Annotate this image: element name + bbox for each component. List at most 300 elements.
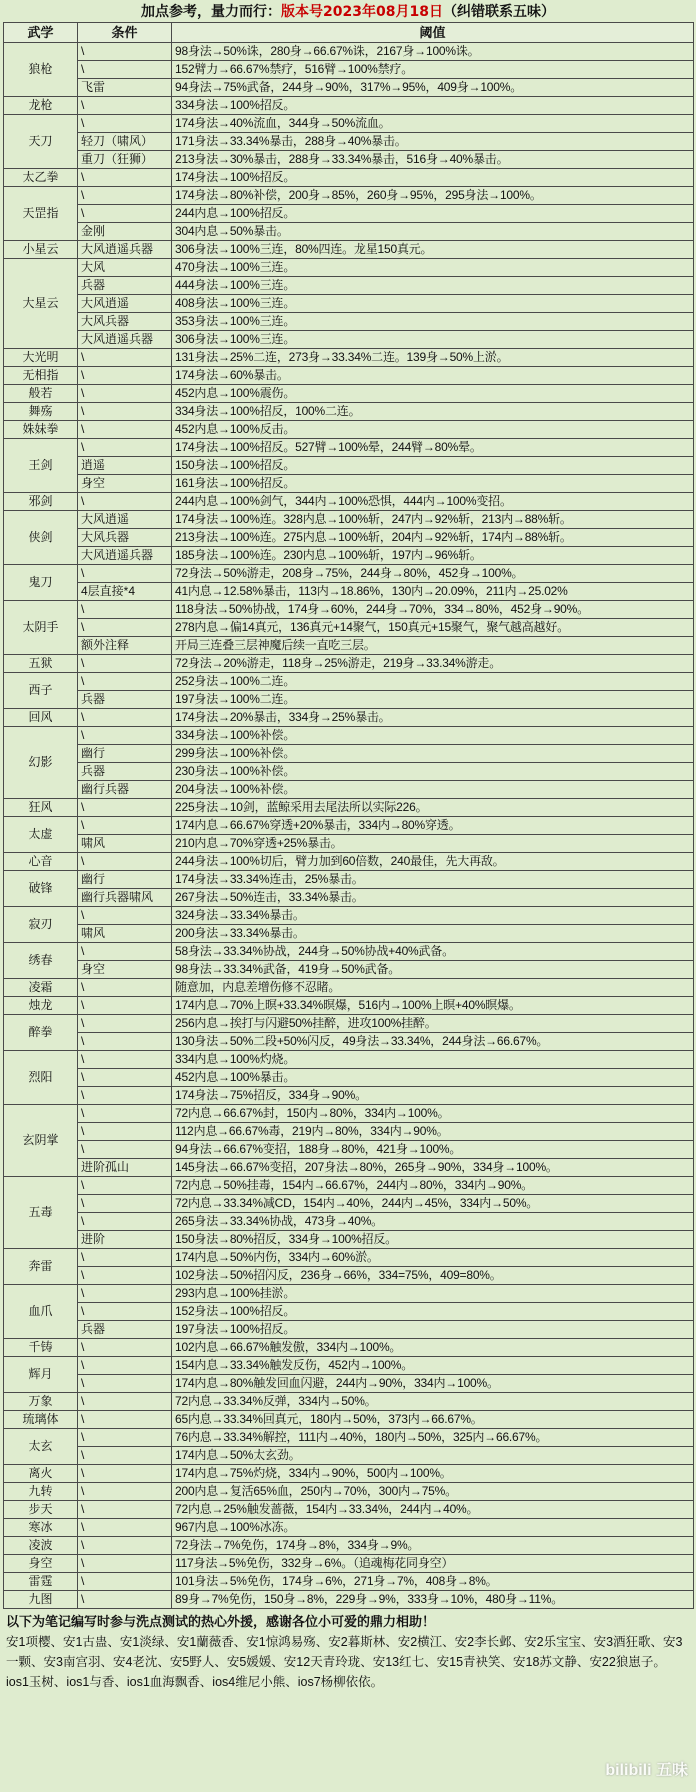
condition-cell: 兵器 [78,763,172,781]
watermark-logo: bilibili 五味 [605,1757,688,1780]
condition-cell: 大风 [78,259,172,277]
threshold-cell: 118身法→50%协战，174身→60%，244身→70%，334→80%，452身→90%。 [172,601,694,619]
threshold-cell: 102身法→50%招闪反，236身→66%，334=75%，409=80%。 [172,1267,694,1285]
skill-name: 五狱 [4,655,78,673]
threshold-cell: 94身法→75%武备，244身→90%，317%→95%，409身→100%。 [172,79,694,97]
condition-cell: 4层直接*4 [78,583,172,601]
condition-cell: \ [78,61,172,79]
skill-name: 玄阴掌 [4,1105,78,1177]
threshold-cell: 112内息→66.67%毒，219内→80%，334内→90%。 [172,1123,694,1141]
condition-cell: \ [78,1375,172,1393]
threshold-cell: 72内息→66.67%封，150内→80%，334内→100%。 [172,1105,694,1123]
table-row [4,745,694,763]
threshold-cell: 306身法→100%三连。 [172,331,694,349]
table-row [4,511,694,529]
table-row [4,457,694,475]
table-row [4,187,694,205]
skill-name: 琉璃体 [4,1411,78,1429]
table-row [4,529,694,547]
skill-name: 离火 [4,1465,78,1483]
skill-name: 回风 [4,709,78,727]
table-row [4,1483,694,1501]
table-row [4,97,694,115]
table-row [4,79,694,97]
table-row [4,421,694,439]
threshold-cell: 154内息→33.34%触发反伤，452内→100%。 [172,1357,694,1375]
table-row [4,1069,694,1087]
condition-cell: \ [78,727,172,745]
condition-cell: \ [78,907,172,925]
table-row [4,151,694,169]
threshold-cell: 174内息→66.67%穿透+20%暴击，334内→80%穿透。 [172,817,694,835]
threshold-cell: 152身法→100%招反。 [172,1303,694,1321]
threshold-cell: 174内息→50%太玄劲。 [172,1447,694,1465]
header-skill: 武学 [4,23,78,43]
condition-cell: \ [78,853,172,871]
condition-cell: \ [78,1285,172,1303]
condition-cell: \ [78,349,172,367]
table-row [4,673,694,691]
threshold-cell: 174内息→70%上暝+33.34%暝爆，516内→100%上暝+40%暝爆。 [172,997,694,1015]
condition-cell: \ [78,1411,172,1429]
threshold-cell: 174身法→75%招反，334身→90%。 [172,1087,694,1105]
condition-cell: \ [78,493,172,511]
threshold-cell: 244内息→100%招反。 [172,205,694,223]
condition-cell: \ [78,403,172,421]
condition-cell: \ [78,169,172,187]
skill-name: 天刀 [4,115,78,169]
table-row [4,709,694,727]
threshold-cell: 334内息→100%灼烧。 [172,1051,694,1069]
threshold-cell: 150身法→100%招反。 [172,457,694,475]
threshold-cell: 200内息→复活65%血，250内→70%，300内→75%。 [172,1483,694,1501]
condition-cell: \ [78,385,172,403]
table-row [4,1555,694,1573]
threshold-cell: 152臂力→66.67%禁疗，516臂→100%禁疗。 [172,61,694,79]
condition-cell: 大风逍遥兵器 [78,241,172,259]
skill-name: 烈阳 [4,1051,78,1105]
table-row [4,583,694,601]
table-row [4,1159,694,1177]
skill-name: 太虚 [4,817,78,853]
table-row [4,601,694,619]
threshold-cell: 306身法→100%三连，80%四连。龙星150真元。 [172,241,694,259]
table-row [4,61,694,79]
threshold-cell: 185身法→100%连。230内息→100%斩，197内→96%斩。 [172,547,694,565]
threshold-cell: 334身法→100%招反，100%二连。 [172,403,694,421]
threshold-cell: 41内息→12.58%暴击，113内→18.86%，130内→20.09%，211内→25.02% [172,583,694,601]
table-row [4,979,694,997]
table-row [4,1249,694,1267]
table-row [4,1267,694,1285]
table-row [4,1195,694,1213]
threshold-cell: 213身法→30%暴击，288身→33.34%暴击，516身→40%暴击。 [172,151,694,169]
skill-name: 九图 [4,1591,78,1609]
threshold-cell: 72内息→50%挂毒，154内→66.67%，244内→80%，334内→90%。 [172,1177,694,1195]
skill-name: 般若 [4,385,78,403]
skill-name: 太玄 [4,1429,78,1465]
condition-cell: \ [78,115,172,133]
threshold-cell: 94身法→66.67%变招，188身→80%，421身→100%。 [172,1141,694,1159]
table-row [4,925,694,943]
condition-cell: \ [78,619,172,637]
credits-line: 安1项樱、安1古蛊、安1淡绿、安1蘭薇香、安1惊鸿易殇、安2暮斯林、安2横江、安2李长邺、安2乐宝宝、安3酒狂歌、安3一颗、安3南宫羽、安4老沈、安5野人、安5媛媛、安12天青玲珑、安13红七、安15青袂笑、安18苏文静、安22狼崽子。 [6,1632,691,1672]
table-row [4,331,694,349]
condition-cell: \ [78,1105,172,1123]
condition-cell: \ [78,997,172,1015]
threshold-cell: 244身法→100%切后，臂力加到60倍数，240最佳，先大再敌。 [172,853,694,871]
condition-cell: \ [78,1015,172,1033]
table-row [4,763,694,781]
skill-name: 寂刃 [4,907,78,943]
condition-cell: 进阶 [78,1231,172,1249]
table-row [4,295,694,313]
threshold-cell: 210内息→70%穿透+25%暴击。 [172,835,694,853]
skill-name: 雷霆 [4,1573,78,1591]
condition-cell: \ [78,1249,172,1267]
condition-cell: \ [78,565,172,583]
table-row [4,1105,694,1123]
threshold-cell: 452内息→100%暴击。 [172,1069,694,1087]
skill-name: 龙枪 [4,97,78,115]
condition-cell: \ [78,817,172,835]
condition-cell: 大风逍遥兵器 [78,331,172,349]
table-row [4,1537,694,1555]
condition-cell: \ [78,1429,172,1447]
table-row [4,493,694,511]
table-body [4,43,694,1609]
condition-cell: 重刀（狂狮） [78,151,172,169]
skill-name: 奔雷 [4,1249,78,1285]
condition-cell: 兵器 [78,277,172,295]
table-row [4,871,694,889]
threshold-cell: 200身法→33.34%暴击。 [172,925,694,943]
condition-cell: 大风兵器 [78,529,172,547]
condition-cell: \ [78,1591,172,1609]
skill-name: 血爪 [4,1285,78,1339]
condition-cell: 幽行 [78,871,172,889]
threshold-cell: 72身法→20%游走，118身→25%游走，219身→33.34%游走。 [172,655,694,673]
threshold-cell: 174内息→80%触发回血闪避，244内→90%，334内→100%。 [172,1375,694,1393]
condition-cell: \ [78,439,172,457]
table-row [4,655,694,673]
threshold-cell: 278内息→偏14真元，136真元+14聚气，150真元+15聚气，聚气越高越好。 [172,619,694,637]
threshold-cell: 72内息→33.34%减CD，154内→40%，244内→45%，334内→50%。 [172,1195,694,1213]
condition-cell: 啸风 [78,925,172,943]
skill-name: 辉月 [4,1357,78,1393]
threshold-cell: 72身法→7%免伤，174身→8%，334身→9%。 [172,1537,694,1555]
threshold-cell: 252身法→100%二连。 [172,673,694,691]
threshold-cell: 197身法→100%招反。 [172,1321,694,1339]
condition-cell: 啸风 [78,835,172,853]
condition-cell: 飞雷 [78,79,172,97]
table-row [4,691,694,709]
threshold-cell: 230身法→100%补偿。 [172,763,694,781]
skill-name: 太乙拳 [4,169,78,187]
table-row [4,637,694,655]
table-row [4,907,694,925]
condition-cell: \ [78,1267,172,1285]
credits-line: ios1玉树、ios1与香、ios1血海飘香、ios4维尼小熊、ios7杨柳依依。 [6,1672,691,1692]
table-row [4,349,694,367]
condition-cell: \ [78,601,172,619]
condition-cell: 幽行兵器啸风 [78,889,172,907]
threshold-cell: 304内息→50%暴击。 [172,223,694,241]
threshold-cell: 452内息→100%反击。 [172,421,694,439]
skill-name: 九转 [4,1483,78,1501]
threshold-cell: 174身法→80%补偿，200身→85%，260身→95%，295身法→100%。 [172,187,694,205]
credits-title: 以下为笔记编写时参与洗点测试的热心外援，感谢各位小可爱的鼎力相助！ [6,1612,691,1632]
condition-cell: \ [78,1537,172,1555]
skill-name: 舞殇 [4,403,78,421]
skill-name: 万象 [4,1393,78,1411]
threshold-cell: 204身法→100%补偿。 [172,781,694,799]
table-row [4,385,694,403]
threshold-cell: 130身法→50%二段+50%闪反，49身法→33.34%，244身法→66.67%。 [172,1033,694,1051]
condition-cell: \ [78,943,172,961]
table-row [4,43,694,61]
table-row [4,1411,694,1429]
threshold-cell: 174身法→40%流血，344身→50%流血。 [172,115,694,133]
condition-cell: \ [78,1303,172,1321]
table-row [4,1231,694,1249]
table-row [4,223,694,241]
condition-cell: \ [78,1501,172,1519]
skill-name: 凌霜 [4,979,78,997]
table-row [4,1339,694,1357]
table-row [4,1123,694,1141]
banner-prefix: 加点参考，量力而行： [141,4,281,20]
skill-name: 烛龙 [4,997,78,1015]
table-row [4,1447,694,1465]
threshold-cell: 267身法→50%连击，33.34%暴击。 [172,889,694,907]
threshold-cell: 470身法→100%三连。 [172,259,694,277]
skill-name: 王剑 [4,439,78,493]
condition-cell: \ [78,367,172,385]
threshold-cell: 174身法→100%招反。 [172,169,694,187]
table-row [4,565,694,583]
table-row [4,1087,694,1105]
skill-name: 身空 [4,1555,78,1573]
table-row [4,1393,694,1411]
threshold-cell: 174身法→60%暴击。 [172,367,694,385]
threshold-cell: 76内息→33.34%解控，111内→40%，180内→50%，325内→66.67%。 [172,1429,694,1447]
page [3,2,693,1692]
threshold-cell: 225身法→10剑，蓝鲸采用去尾法所以实际226。 [172,799,694,817]
skill-name: 破锋 [4,871,78,907]
threshold-cell: 98身法→50%诛，280身→66.67%诛，2167身→100%诛。 [172,43,694,61]
threshold-cell: 72身法→50%游走，208身→75%，244身→80%，452身→100%。 [172,565,694,583]
skill-name: 鬼刀 [4,565,78,601]
condition-cell: \ [78,1051,172,1069]
table-row [4,1177,694,1195]
condition-cell: \ [78,1465,172,1483]
table-row [4,1465,694,1483]
threshold-cell: 967内息→100%冰冻。 [172,1519,694,1537]
condition-cell: \ [78,1195,172,1213]
table-row [4,439,694,457]
condition-cell: \ [78,1555,172,1573]
table-row [4,961,694,979]
table-row [4,241,694,259]
condition-cell: 身空 [78,475,172,493]
threshold-cell: 444身法→100%三连。 [172,277,694,295]
table-row [4,889,694,907]
condition-cell: \ [78,1573,172,1591]
table-row [4,1591,694,1609]
skill-name: 姝妹拳 [4,421,78,439]
threshold-cell: 174身法→33.34%连击，25%暴击。 [172,871,694,889]
condition-cell: \ [78,655,172,673]
condition-cell: \ [78,1393,172,1411]
condition-cell: \ [78,1357,172,1375]
condition-cell: 幽行兵器 [78,781,172,799]
threshold-cell: 随意加，内息差增伤修不忍睹。 [172,979,694,997]
threshold-cell: 131身法→25%二连，273身→33.34%二连。139身→50%上淤。 [172,349,694,367]
skill-name: 幻影 [4,727,78,799]
header-threshold: 阈值 [172,23,694,43]
table-row [4,547,694,565]
table-row [4,817,694,835]
threshold-cell: 150身法→80%招反，334身→100%招反。 [172,1231,694,1249]
threshold-cell: 102内息→66.67%触发傲，334内→100%。 [172,1339,694,1357]
condition-cell: \ [78,97,172,115]
threshold-cell: 174身法→100%连。328内息→100%斩，247内→92%斩，213内→88%斩。 [172,511,694,529]
threshold-cell: 265身法→33.34%协战，473身→40%。 [172,1213,694,1231]
table-row [4,1321,694,1339]
condition-cell: 金刚 [78,223,172,241]
table-row [4,619,694,637]
table-row [4,853,694,871]
table-row [4,1285,694,1303]
threshold-cell: 174内息→50%内伤，334内→60%淤。 [172,1249,694,1267]
condition-cell: 身空 [78,961,172,979]
banner-version: 版本号2023年08月18日 [281,4,443,20]
table-row [4,403,694,421]
threshold-cell: 452内息→100%震伤。 [172,385,694,403]
threshold-cell: 334身法→100%招反。 [172,97,694,115]
condition-cell: \ [78,1069,172,1087]
condition-cell: 兵器 [78,691,172,709]
condition-cell: \ [78,1447,172,1465]
threshold-cell: 299身法→100%补偿。 [172,745,694,763]
threshold-cell: 174身法→20%暴击，334身→25%暴击。 [172,709,694,727]
table-row [4,205,694,223]
threshold-cell: 58身法→33.34%协战，244身→50%协战+40%武备。 [172,943,694,961]
skill-name: 邪剑 [4,493,78,511]
threshold-cell: 98身法→33.34%武备，419身→50%武备。 [172,961,694,979]
table-row [4,943,694,961]
skill-name: 小星云 [4,241,78,259]
threshold-cell: 72内息→33.34%反弹，334内→50%。 [172,1393,694,1411]
table-row [4,1375,694,1393]
table-row [4,1357,694,1375]
skill-name: 太阴手 [4,601,78,655]
condition-cell: \ [78,1123,172,1141]
condition-cell: 逍遥 [78,457,172,475]
condition-cell: 大风逍遥 [78,295,172,313]
skill-name: 步天 [4,1501,78,1519]
threshold-cell: 161身法→100%招反。 [172,475,694,493]
threshold-cell: 89身→7%免伤，150身→8%，229身→9%，333身→10%，480身→11%。 [172,1591,694,1609]
table-row [4,1303,694,1321]
skill-name: 西子 [4,673,78,709]
threshold-cell: 334身法→100%补偿。 [172,727,694,745]
condition-cell: \ [78,709,172,727]
condition-cell: 大风逍遥兵器 [78,547,172,565]
table-row [4,475,694,493]
condition-cell: \ [78,979,172,997]
condition-cell: 幽行 [78,745,172,763]
threshold-cell: 145身法→66.67%变招，207身法→80%，265身→90%，334身→100%。 [172,1159,694,1177]
table-row [4,367,694,385]
threshold-cell: 117身法→5%免伤，332身→6%。（追魂梅花同身空） [172,1555,694,1573]
threshold-cell: 408身法→100%三连。 [172,295,694,313]
condition-cell: \ [78,187,172,205]
condition-cell: \ [78,43,172,61]
threshold-cell: 353身法→100%三连。 [172,313,694,331]
threshold-cell: 101身法→5%免伤，174身→6%，271身→7%，408身→8%。 [172,1573,694,1591]
table-row [4,835,694,853]
skill-name: 天罡指 [4,187,78,241]
table-row [4,1501,694,1519]
table-row [4,997,694,1015]
condition-cell: \ [78,1177,172,1195]
condition-cell: \ [78,1033,172,1051]
skill-name: 侠剑 [4,511,78,565]
skill-name: 凌波 [4,1537,78,1555]
threshold-cell: 174内息→75%灼烧，334内→90%，500内→100%。 [172,1465,694,1483]
banner-suffix: （纠错联系五味） [443,4,555,20]
table-row [4,1213,694,1231]
table-row [4,1519,694,1537]
skill-name: 狂风 [4,799,78,817]
skill-name: 醉拳 [4,1015,78,1051]
threshold-cell: 72内息→25%触发蔷薇，154内→33.34%，244内→40%。 [172,1501,694,1519]
table-row [4,727,694,745]
threshold-cell: 324身法→33.34%暴击。 [172,907,694,925]
table-row [4,1573,694,1591]
skill-name: 绣春 [4,943,78,979]
condition-cell: \ [78,1339,172,1357]
skill-name: 无相指 [4,367,78,385]
skill-name: 五毒 [4,1177,78,1249]
skill-name: 心音 [4,853,78,871]
condition-cell: \ [78,421,172,439]
table-row [4,277,694,295]
skill-name: 千铸 [4,1339,78,1357]
table-row [4,1429,694,1447]
condition-cell: \ [78,1141,172,1159]
credits-section [3,1609,693,1692]
condition-cell: \ [78,205,172,223]
condition-cell: 进阶孤山 [78,1159,172,1177]
threshold-cell: 293内息→100%挂淤。 [172,1285,694,1303]
table-row [4,1033,694,1051]
threshold-cell: 171身法→33.34%暴击，288身→40%暴击。 [172,133,694,151]
threshold-cell: 65内息→33.34%回真元，180内→50%，373内→66.67%。 [172,1411,694,1429]
threshold-cell: 197身法→100%二连。 [172,691,694,709]
condition-cell: \ [78,1483,172,1501]
condition-cell: \ [78,673,172,691]
condition-cell: \ [78,1087,172,1105]
table-header-row [4,23,694,43]
condition-cell: \ [78,1213,172,1231]
condition-cell: 大风逍遥 [78,511,172,529]
table-row [4,1015,694,1033]
header-condition: 条件 [78,23,172,43]
threshold-cell: 174身法→100%招反。527臂→100%晕，244臂→80%晕。 [172,439,694,457]
